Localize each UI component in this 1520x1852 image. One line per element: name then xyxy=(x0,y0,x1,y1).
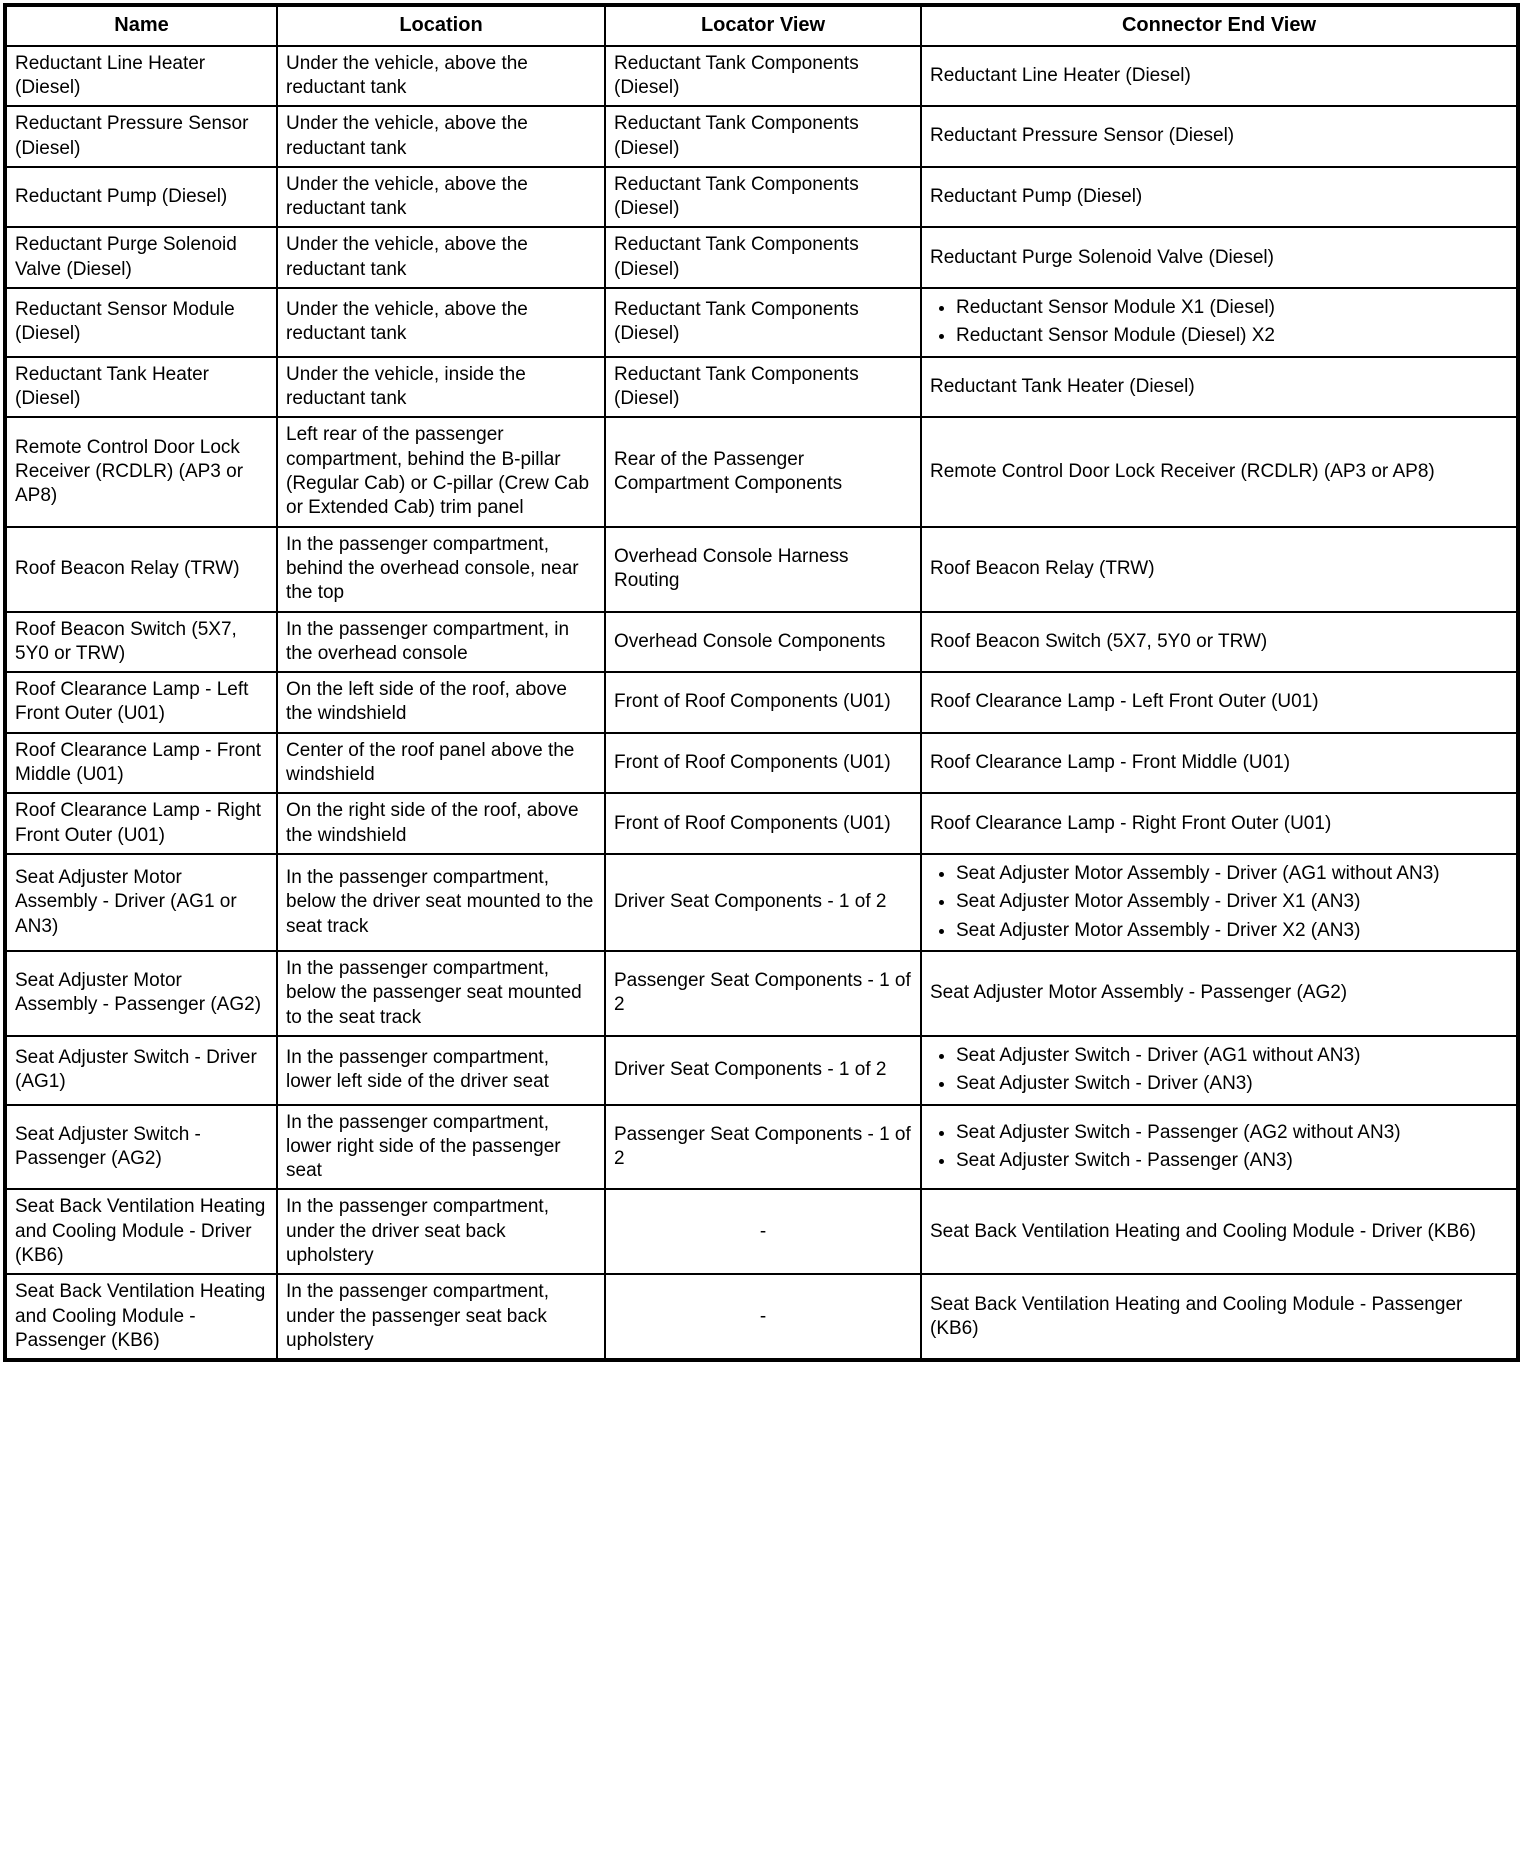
table-row xyxy=(5,612,1518,673)
cell-name: Reductant Purge Solenoid Valve (Diesel) xyxy=(5,227,277,288)
cell-connector-end-view xyxy=(921,854,1518,951)
cell-location: Under the vehicle, above the reductant tank xyxy=(277,288,605,357)
connector-end-view-item: • Reductant Sensor Module (Diesel) X2 xyxy=(956,322,1508,350)
cell-locator-view: Front of Roof Components (U01) xyxy=(605,733,921,794)
cell-locator-view: Reductant Tank Components (Diesel) xyxy=(605,46,921,107)
table-head xyxy=(5,5,1518,46)
cell-name: Roof Beacon Switch (5X7, 5Y0 or TRW) xyxy=(5,612,277,673)
table-row xyxy=(5,527,1518,612)
column-header-location: Location xyxy=(277,5,605,46)
cell-locator-view: Driver Seat Components - 1 of 2 xyxy=(605,854,921,951)
cell-connector-end-view xyxy=(921,1036,1518,1105)
connector-end-view-item: • Seat Adjuster Motor Assembly - Driver X2 (AN3) xyxy=(956,917,1508,945)
table-row xyxy=(5,793,1518,854)
column-header-connector-end-view: Connector End View xyxy=(921,5,1518,46)
table-row xyxy=(5,733,1518,794)
cell-locator-view: Reductant Tank Components (Diesel) xyxy=(605,227,921,288)
cell-location: In the passenger compartment, lower left side of the driver seat xyxy=(277,1036,605,1105)
cell-location: In the passenger compartment, behind the overhead console, near the top xyxy=(277,527,605,612)
table-row xyxy=(5,106,1518,167)
cell-locator-view: Front of Roof Components (U01) xyxy=(605,672,921,733)
cell-location: Under the vehicle, above the reductant tank xyxy=(277,227,605,288)
cell-location: In the passenger compartment, below the passenger seat mounted to the seat track xyxy=(277,951,605,1036)
cell-connector-end-view: Roof Clearance Lamp - Right Front Outer (U01) xyxy=(921,793,1518,854)
cell-connector-end-view: Reductant Pump (Diesel) xyxy=(921,167,1518,228)
connector-end-view-list xyxy=(930,1042,1508,1099)
cell-name: Seat Back Ventilation Heating and Cooling Module - Driver (KB6) xyxy=(5,1189,277,1274)
connector-end-view-item: • Seat Adjuster Switch - Passenger (AN3) xyxy=(956,1147,1508,1175)
cell-name: Seat Back Ventilation Heating and Cooling Module - Passenger (KB6) xyxy=(5,1274,277,1360)
cell-name: Reductant Pressure Sensor (Diesel) xyxy=(5,106,277,167)
cell-name: Reductant Sensor Module (Diesel) xyxy=(5,288,277,357)
connector-end-view-item: • Seat Adjuster Switch - Passenger (AG2 without AN3) xyxy=(956,1119,1508,1147)
cell-location: In the passenger compartment, under the passenger seat back upholstery xyxy=(277,1274,605,1360)
cell-connector-end-view: Seat Back Ventilation Heating and Cooling Module - Driver (KB6) xyxy=(921,1189,1518,1274)
cell-name: Reductant Pump (Diesel) xyxy=(5,167,277,228)
cell-locator-view: Driver Seat Components - 1 of 2 xyxy=(605,1036,921,1105)
cell-name: Seat Adjuster Motor Assembly - Driver (AG1 or AN3) xyxy=(5,854,277,951)
cell-connector-end-view: Seat Back Ventilation Heating and Cooling Module - Passenger (KB6) xyxy=(921,1274,1518,1360)
table-row xyxy=(5,854,1518,951)
table-row xyxy=(5,1105,1518,1190)
cell-connector-end-view: Seat Adjuster Motor Assembly - Passenger (AG2) xyxy=(921,951,1518,1036)
cell-locator-view: Overhead Console Components xyxy=(605,612,921,673)
cell-connector-end-view xyxy=(921,288,1518,357)
cell-connector-end-view: Roof Beacon Switch (5X7, 5Y0 or TRW) xyxy=(921,612,1518,673)
table-row xyxy=(5,46,1518,107)
cell-location: Left rear of the passenger compartment, behind the B-pillar (Regular Cab) or C-pillar (Crew Cab or Extended Cab) trim panel xyxy=(277,417,605,526)
table-row xyxy=(5,1274,1518,1360)
cell-locator-view: Rear of the Passenger Compartment Components xyxy=(605,417,921,526)
cell-locator-view: Passenger Seat Components - 1 of 2 xyxy=(605,1105,921,1190)
cell-name: Reductant Tank Heater (Diesel) xyxy=(5,357,277,418)
table-row xyxy=(5,417,1518,526)
cell-locator-view: Reductant Tank Components (Diesel) xyxy=(605,106,921,167)
cell-connector-end-view: Remote Control Door Lock Receiver (RCDLR) (AP3 or AP8) xyxy=(921,417,1518,526)
cell-location: In the passenger compartment, lower right side of the passenger seat xyxy=(277,1105,605,1190)
cell-locator-view: Reductant Tank Components (Diesel) xyxy=(605,357,921,418)
cell-locator-view: Front of Roof Components (U01) xyxy=(605,793,921,854)
cell-locator-view: Reductant Tank Components (Diesel) xyxy=(605,288,921,357)
cell-locator-view: Overhead Console Harness Routing xyxy=(605,527,921,612)
cell-name: Roof Beacon Relay (TRW) xyxy=(5,527,277,612)
cell-location: In the passenger compartment, below the driver seat mounted to the seat track xyxy=(277,854,605,951)
connector-end-view-item: • Seat Adjuster Motor Assembly - Driver (AG1 without AN3) xyxy=(956,860,1508,888)
cell-name: Seat Adjuster Motor Assembly - Passenger (AG2) xyxy=(5,951,277,1036)
table-row xyxy=(5,288,1518,357)
table-row xyxy=(5,1036,1518,1105)
table-row xyxy=(5,1189,1518,1274)
cell-name: Reductant Line Heater (Diesel) xyxy=(5,46,277,107)
cell-location: Under the vehicle, above the reductant tank xyxy=(277,46,605,107)
cell-location: In the passenger compartment, under the driver seat back upholstery xyxy=(277,1189,605,1274)
cell-connector-end-view: Roof Clearance Lamp - Left Front Outer (U01) xyxy=(921,672,1518,733)
cell-location: Under the vehicle, above the reductant tank xyxy=(277,106,605,167)
cell-locator-view: Reductant Tank Components (Diesel) xyxy=(605,167,921,228)
column-header-locator-view: Locator View xyxy=(605,5,921,46)
cell-location: Under the vehicle, above the reductant tank xyxy=(277,167,605,228)
connector-end-view-item: • Seat Adjuster Switch - Driver (AG1 without AN3) xyxy=(956,1042,1508,1070)
table-row xyxy=(5,227,1518,288)
table-row xyxy=(5,672,1518,733)
cell-name: Roof Clearance Lamp - Right Front Outer (U01) xyxy=(5,793,277,854)
cell-location: On the right side of the roof, above the windshield xyxy=(277,793,605,854)
cell-connector-end-view xyxy=(921,1105,1518,1190)
cell-connector-end-view: Reductant Purge Solenoid Valve (Diesel) xyxy=(921,227,1518,288)
table-row xyxy=(5,167,1518,228)
table-body xyxy=(5,46,1518,1361)
cell-locator-view: - xyxy=(605,1274,921,1360)
cell-location: Under the vehicle, inside the reductant tank xyxy=(277,357,605,418)
table-row xyxy=(5,951,1518,1036)
cell-location: In the passenger compartment, in the overhead console xyxy=(277,612,605,673)
cell-name: Roof Clearance Lamp - Front Middle (U01) xyxy=(5,733,277,794)
column-header-name: Name xyxy=(5,5,277,46)
connector-end-view-list xyxy=(930,860,1508,945)
table-row xyxy=(5,357,1518,418)
cell-connector-end-view: Reductant Line Heater (Diesel) xyxy=(921,46,1518,107)
header-row xyxy=(5,5,1518,46)
connector-locator-table xyxy=(3,3,1520,1362)
cell-connector-end-view: Reductant Pressure Sensor (Diesel) xyxy=(921,106,1518,167)
cell-name: Seat Adjuster Switch - Driver (AG1) xyxy=(5,1036,277,1105)
cell-locator-view: - xyxy=(605,1189,921,1274)
cell-name: Remote Control Door Lock Receiver (RCDLR) (AP3 or AP8) xyxy=(5,417,277,526)
cell-name: Roof Clearance Lamp - Left Front Outer (U01) xyxy=(5,672,277,733)
cell-locator-view: Passenger Seat Components - 1 of 2 xyxy=(605,951,921,1036)
cell-name: Seat Adjuster Switch - Passenger (AG2) xyxy=(5,1105,277,1190)
cell-location: On the left side of the roof, above the windshield xyxy=(277,672,605,733)
connector-end-view-item: • Seat Adjuster Motor Assembly - Driver X1 (AN3) xyxy=(956,888,1508,916)
connector-end-view-list xyxy=(930,1119,1508,1176)
cell-connector-end-view: Roof Beacon Relay (TRW) xyxy=(921,527,1518,612)
cell-connector-end-view: Roof Clearance Lamp - Front Middle (U01) xyxy=(921,733,1518,794)
connector-end-view-item: • Seat Adjuster Switch - Driver (AN3) xyxy=(956,1070,1508,1098)
cell-connector-end-view: Reductant Tank Heater (Diesel) xyxy=(921,357,1518,418)
connector-end-view-item: • Reductant Sensor Module X1 (Diesel) xyxy=(956,294,1508,322)
cell-location: Center of the roof panel above the windshield xyxy=(277,733,605,794)
connector-end-view-list xyxy=(930,294,1508,351)
